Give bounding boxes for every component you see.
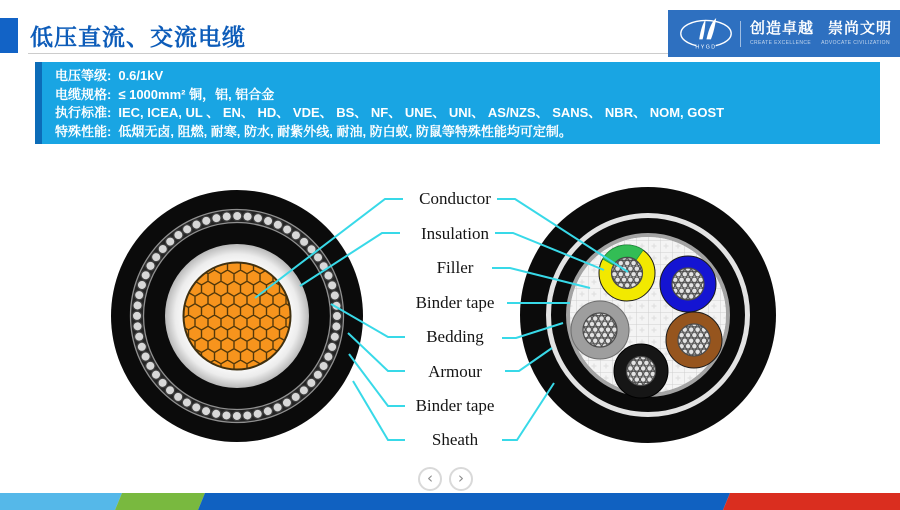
brand-divider (740, 21, 741, 47)
spec-row-voltage (55, 67, 880, 86)
diagram-label-conductor: Conductor (419, 189, 491, 208)
spec-row-size (55, 86, 880, 105)
brand-logo-text: HYGD (695, 44, 717, 51)
spec-box (35, 62, 880, 144)
diagram-label-binder-tape: Binder tape (415, 293, 495, 312)
diagram-label-armour: Armour (428, 362, 482, 381)
diagram-label-bedding: Bedding (426, 327, 484, 346)
bottom-color-bar (0, 493, 900, 510)
page-title: 低压直流、交流电缆 (30, 24, 246, 50)
single-core-cable (111, 190, 363, 442)
brand-slogans (750, 21, 892, 46)
spec-label: 特殊性能: (55, 123, 112, 139)
spec-label: 电压等级: (55, 68, 112, 83)
bar-segment-red (723, 493, 900, 510)
diagram-label-binder-tape2: Binder tape (415, 396, 495, 415)
slogan-cn-right: 崇尚文明 (828, 21, 893, 37)
chevron-right-icon: › (458, 469, 464, 487)
spec-value: IEC, ICEA, UL 、 EN、 HD、 VDE、 BS、 NF、 UNE、 UNI、 AS/NZS、 SANS、 NBR、 NOM, GOST (118, 105, 725, 120)
bar-segment-green (115, 493, 205, 510)
slogan-en-left: CREATE EXCELLENCE (750, 40, 812, 46)
prev-slide-button[interactable] (418, 467, 442, 491)
slogan-en-right: ADVOCATE CIVILIZATION (821, 40, 890, 46)
leader-sheath-left (353, 381, 405, 440)
diagram-label-sheath: Sheath (431, 430, 479, 449)
slogan-cn-left: 创造卓越 (750, 21, 815, 37)
core-black (614, 344, 668, 398)
core-yellow-green (599, 245, 655, 301)
spec-label: 电缆规格: (55, 86, 112, 102)
title-accent-square (0, 18, 18, 53)
core-gray (571, 301, 629, 359)
bar-segment-lightblue (0, 493, 122, 510)
multi-core-cable (520, 187, 776, 443)
spec-value: 0.6/1kV (118, 68, 164, 83)
company-logo-icon (674, 13, 738, 54)
brand-box (668, 10, 900, 57)
bar-segment-blue (198, 493, 730, 510)
conductor-core (184, 263, 291, 370)
chevron-left-icon: ‹ (427, 469, 433, 487)
core-blue (660, 256, 716, 312)
core-brown (666, 312, 722, 368)
diagram-label-filler: Filler (436, 258, 474, 277)
spec-row-special (55, 123, 880, 142)
spec-label: 执行标准: (55, 105, 112, 120)
spec-value: 低烟无卤, 阻燃, 耐寒, 防水, 耐紫外线, 耐油, 防白蚁, 防鼠等特殊性能均可定制。 (118, 123, 572, 139)
spec-row-standards (55, 104, 880, 123)
diagram-label-insulation: Insulation (421, 224, 489, 243)
next-slide-button[interactable] (449, 467, 473, 491)
spec-value: ≤ 1000mm² 铜，铝, 铝合金 (118, 86, 275, 102)
